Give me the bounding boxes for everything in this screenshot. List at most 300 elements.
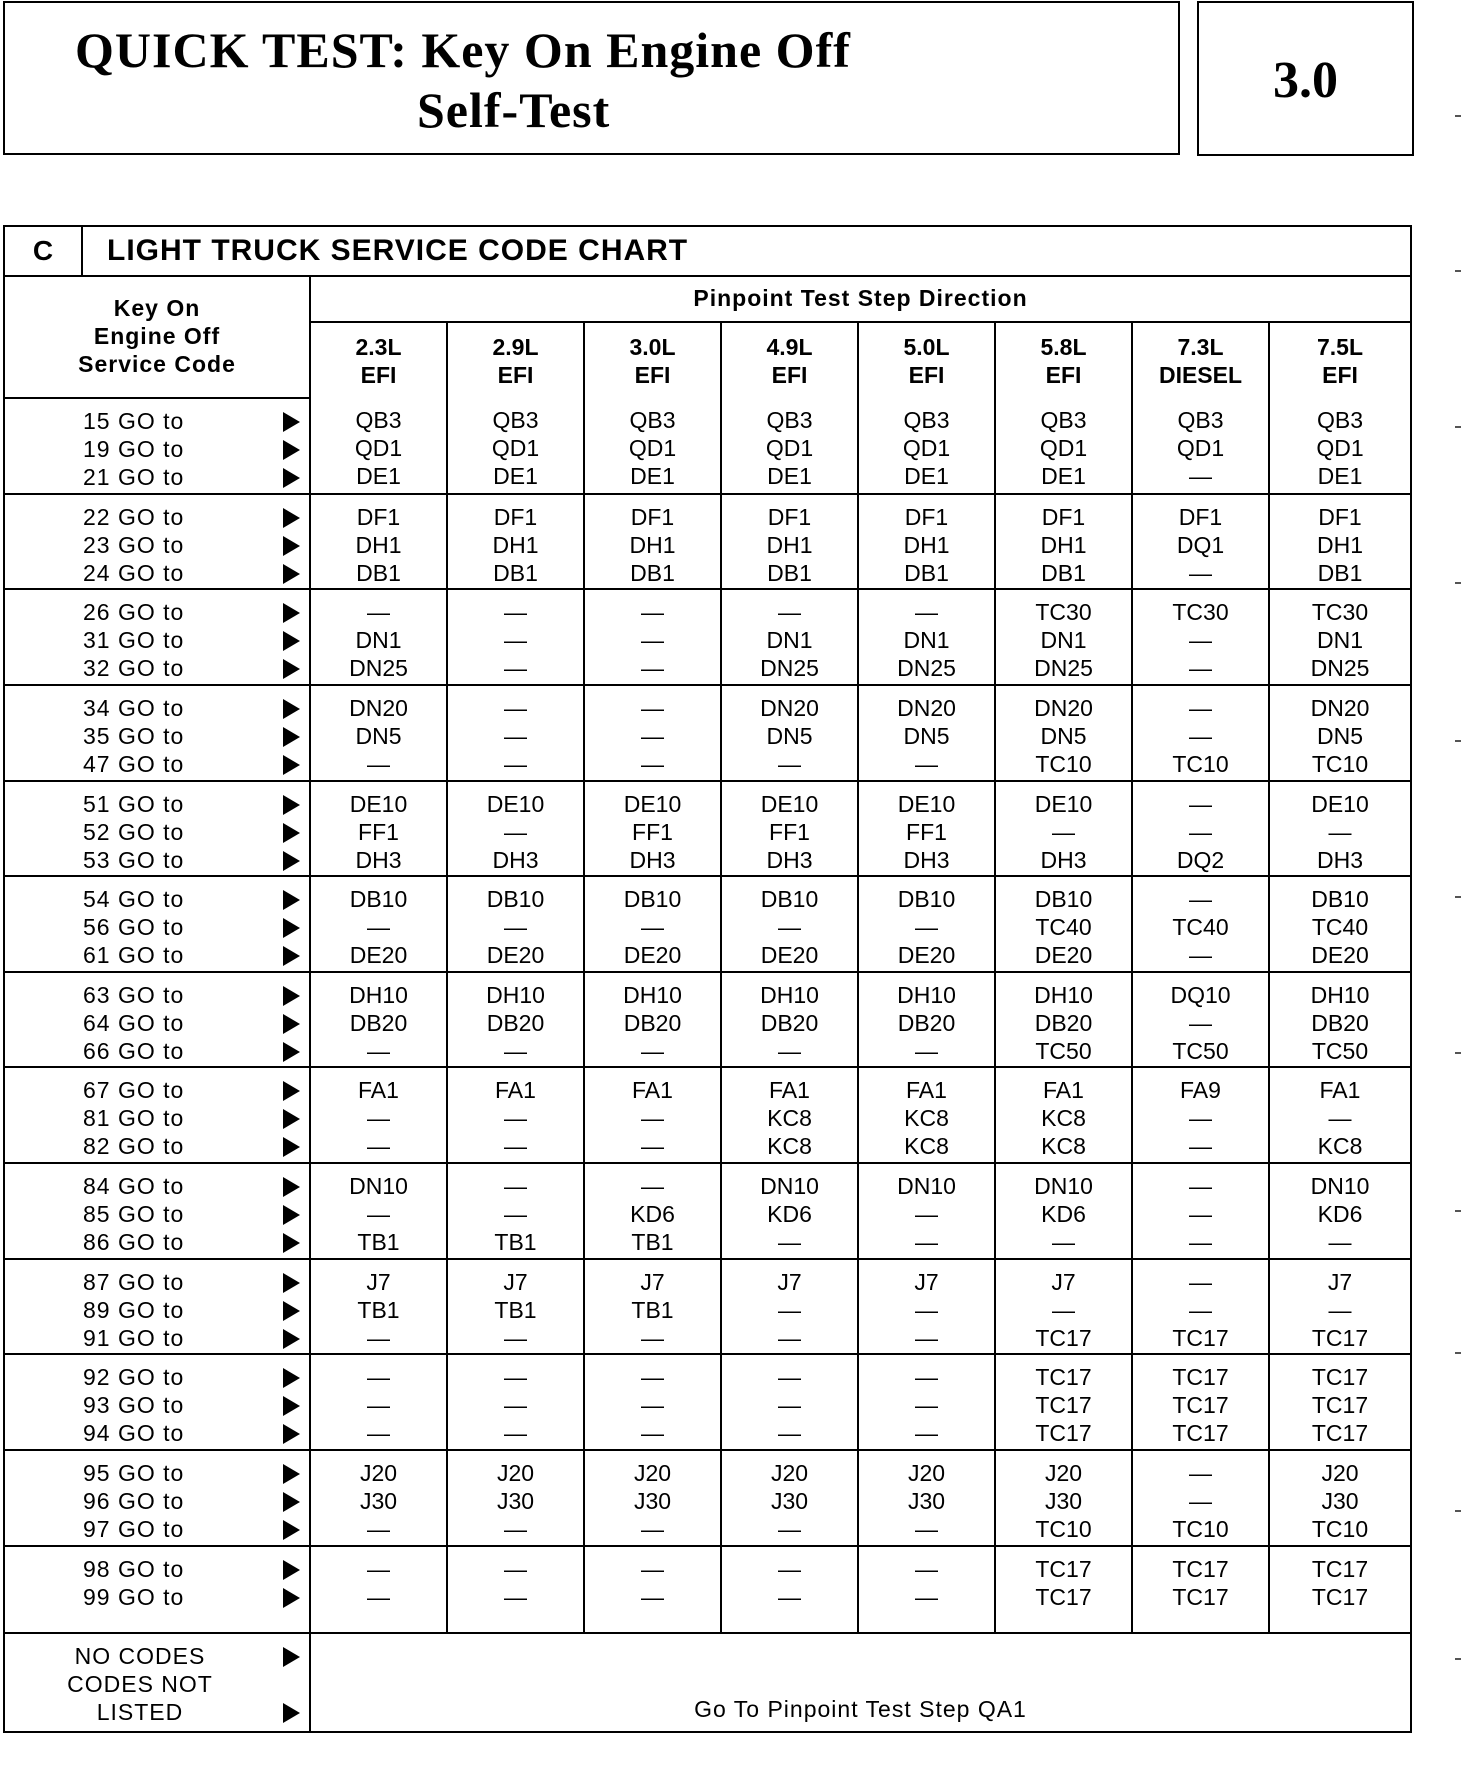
test-step: — [504,694,527,721]
service-code-cell [5,1259,310,1355]
service-code-cell [5,876,310,972]
service-code-line [5,790,309,818]
test-step-cell [584,972,721,1068]
service-code-line [5,1296,309,1324]
test-step: DB10 [349,886,408,913]
engine-type: EFI [1322,361,1358,388]
arrow-right-icon [283,564,300,584]
test-step-cell [1132,589,1269,685]
test-step-cell [447,1259,584,1355]
test-step-cell [995,1546,1132,1634]
arrow-right-icon [283,468,300,488]
test-step: — [778,1583,801,1610]
test-step: KC8 [767,1133,812,1160]
service-code: 23 GO to [83,531,185,558]
arrow-right-icon [283,795,300,815]
test-step: — [778,1392,801,1419]
test-step: — [915,1324,938,1351]
no-codes-line [5,1642,309,1670]
service-code: 52 GO to [83,818,185,845]
test-step-cell [858,494,995,590]
edge-tick [1455,115,1461,117]
arrow-right-icon [283,412,300,432]
test-step: KC8 [904,1133,949,1160]
code-group-row [5,1450,1410,1546]
test-step: DF1 [904,503,949,530]
test-step: DN10 [349,1173,408,1200]
test-step: — [1189,1105,1212,1132]
test-step: TC17 [1035,1392,1092,1419]
service-code-line [5,1132,309,1160]
service-code-line [5,941,309,969]
test-step-cell [858,1067,995,1163]
test-step: — [778,1037,801,1064]
no-codes-line [5,1698,309,1726]
test-step-cell [1269,1067,1410,1163]
test-step: QD1 [1176,435,1225,461]
test-step: DE10 [760,790,819,817]
test-step: — [778,1296,801,1323]
service-code-line [5,626,309,654]
service-code-line [5,722,309,750]
edge-tick [1455,1510,1461,1512]
service-code-cell [5,1067,310,1163]
test-step: TC17 [1172,1420,1229,1447]
test-step: TC40 [1172,914,1229,941]
test-step: — [778,1324,801,1351]
test-step: KD6 [767,1201,812,1228]
test-step: — [915,1420,938,1447]
service-code: 87 GO to [83,1268,185,1295]
code-group-row [5,398,1410,494]
arrow-right-icon [283,1301,300,1321]
test-step-cell [858,1546,995,1634]
service-code: 84 GO to [83,1173,185,1200]
service-code: 66 GO to [83,1037,185,1064]
test-step: DQ10 [1170,981,1231,1008]
service-code: 47 GO to [83,750,185,777]
test-step-cell [584,1259,721,1355]
test-step: J7 [503,1268,528,1295]
test-step: DH10 [1310,981,1370,1008]
test-step: TC17 [1311,1364,1369,1391]
test-step-cell [995,685,1132,781]
arrow-right-icon [283,699,300,719]
test-step: — [367,1555,390,1582]
test-step: — [641,1173,664,1200]
title-box [3,1,1180,155]
test-step: — [367,1037,390,1064]
test-step-cell [1269,1546,1410,1634]
test-step: J7 [1051,1268,1076,1295]
arrow-right-icon [283,440,300,460]
test-step: DN1 [766,627,813,654]
test-step: DB1 [767,559,812,586]
test-step: — [504,1583,527,1610]
test-step-cell [1132,1354,1269,1450]
test-step: — [1189,1133,1212,1160]
test-step: J20 [359,1460,398,1487]
test-step: — [641,1516,664,1543]
service-code-line [5,1228,309,1256]
test-step: — [641,1324,664,1351]
test-step-cell [447,876,584,972]
test-step: — [641,599,664,626]
arrow-right-icon [283,1396,300,1416]
test-step: — [367,1324,390,1351]
service-code: 56 GO to [83,914,185,941]
test-step: — [367,1201,390,1228]
test-step-cell [584,1163,721,1259]
arrow-right-icon [283,1329,300,1349]
no-codes-label: CODES NOT [67,1671,213,1698]
arrow-right-icon [283,946,300,966]
test-step: TB1 [494,1296,537,1323]
test-step: DH3 [355,846,402,873]
test-step: TB1 [631,1229,674,1256]
test-step: DH1 [629,531,676,558]
service-code-cell [5,1163,310,1259]
test-step-cell [858,972,995,1068]
test-step-cell [721,972,858,1068]
test-step: J30 [359,1488,398,1515]
test-step: TC10 [1172,750,1229,777]
test-step-cell [310,398,447,494]
test-step: — [778,750,801,777]
service-code: 15 GO to [83,408,185,434]
test-step-cell [1269,972,1410,1068]
test-step: FA1 [906,1077,947,1104]
arrow-right-icon [283,1109,300,1129]
test-step: DE10 [1034,790,1093,817]
test-step-cell [584,589,721,685]
test-step-cell [721,1546,858,1634]
test-step: DE20 [623,942,682,969]
arrow-right-icon [283,1137,300,1157]
service-code-line [5,1459,309,1487]
test-step: DB1 [493,559,538,586]
test-step: — [504,1037,527,1064]
test-step: — [1189,1296,1212,1323]
test-step: TC30 [1035,599,1092,626]
test-step: DB10 [1034,886,1093,913]
test-step: DH10 [623,981,682,1008]
code-group-row [5,1546,1410,1634]
arrow-right-icon [283,1560,300,1580]
engine-size: 4.9L [766,333,813,360]
test-step-cell [310,589,447,685]
test-step-cell [721,1450,858,1546]
arrow-right-icon [283,1424,300,1444]
test-step: DN25 [349,655,408,682]
test-step: DH1 [903,531,950,558]
test-step: TC17 [1172,1364,1229,1391]
chart-title: LIGHT TRUCK SERVICE CODE CHART [107,234,689,267]
test-step: — [504,1173,527,1200]
test-step-cell [584,1450,721,1546]
test-step: J30 [770,1488,809,1515]
test-step-cell [584,685,721,781]
test-step: J20 [633,1460,672,1487]
arrow-right-icon [283,1520,300,1540]
test-step: DH3 [1316,846,1363,873]
service-code: 93 GO to [83,1392,185,1419]
engine-header [584,322,721,398]
edge-tick [1455,1052,1461,1054]
service-code: 19 GO to [83,436,185,462]
test-step: — [915,1516,938,1543]
test-step: — [641,627,664,654]
code-group-row [5,876,1410,972]
test-step: DN5 [355,722,402,749]
test-step: — [1189,1488,1212,1515]
test-step-cell [1269,1163,1410,1259]
key-on-engine-off-header [5,275,310,398]
service-code-cell [5,1450,310,1546]
test-step: — [641,1364,664,1391]
test-step: — [778,914,801,941]
test-step: — [504,1133,527,1160]
test-step-cell [447,494,584,590]
test-step: DB1 [356,559,401,586]
test-step: — [915,1583,938,1610]
test-step-cell [995,1259,1132,1355]
test-step-cell [1269,1450,1410,1546]
test-step: DN25 [760,655,819,682]
test-step: — [1189,790,1212,817]
test-step: TC40 [1311,914,1369,941]
test-step-cell [447,589,584,685]
test-step-cell [721,685,858,781]
test-step: DB20 [760,1009,819,1036]
test-step: — [1328,1296,1352,1323]
test-step: DE1 [767,463,812,489]
test-step-cell [1269,1259,1410,1355]
service-code: 61 GO to [83,942,185,969]
service-code-line [5,1037,309,1065]
code-group-row [5,685,1410,781]
arrow-right-icon [283,631,300,651]
edge-tick [1455,270,1461,272]
test-step: TC10 [1311,750,1369,777]
test-step: QB3 [355,407,402,433]
test-step: TC50 [1311,1037,1369,1064]
test-step: — [641,1105,664,1132]
service-code-line [5,1583,309,1611]
service-code-line [5,1104,309,1132]
arrow-right-icon [283,1014,300,1034]
service-code: 64 GO to [83,1009,185,1036]
engine-type: EFI [360,361,397,388]
service-code: 98 GO to [83,1555,185,1582]
service-code-line [5,503,309,531]
test-step: FF1 [769,818,810,845]
test-step-cell [721,1163,858,1259]
test-step-cell [858,398,995,494]
test-step: QD1 [1039,435,1088,461]
no-codes-label: LISTED [96,1699,184,1726]
service-code: 26 GO to [83,599,185,626]
engine-header [447,322,584,398]
service-code: 51 GO to [83,790,185,817]
test-step: DN1 [903,627,950,654]
test-step-cell [310,1259,447,1355]
test-step: DE10 [486,790,545,817]
edge-tick [1455,1210,1461,1212]
test-step: TB1 [631,1296,674,1323]
service-code: 82 GO to [83,1133,185,1160]
service-code: 34 GO to [83,694,185,721]
test-step: — [1189,1460,1212,1487]
test-step-cell [1132,494,1269,590]
test-step-cell [310,972,447,1068]
arrow-right-icon [283,755,300,775]
test-step-cell [721,876,858,972]
test-step: QD1 [354,435,403,461]
test-step: TC30 [1311,599,1369,626]
service-code: 32 GO to [83,655,185,682]
test-step: FA1 [1043,1077,1084,1104]
test-step: J30 [1044,1488,1083,1515]
test-step: — [1189,655,1212,682]
page-title: QUICK TEST: Key On Engine Off [75,22,851,78]
test-step: DN1 [1040,627,1087,654]
test-step-cell [995,398,1132,494]
test-step: DH10 [897,981,956,1008]
test-step: DH3 [629,846,676,873]
test-step-cell [447,398,584,494]
test-step-cell [858,876,995,972]
test-step: — [504,599,527,626]
no-codes-line [5,1670,309,1698]
test-step: — [504,1420,527,1447]
test-step-cell [858,685,995,781]
test-step: TC17 [1311,1324,1369,1351]
test-step: — [641,1583,664,1610]
test-step-cell [995,494,1132,590]
engine-type: EFI [497,361,534,388]
test-step-cell [310,1163,447,1259]
test-step-cell [858,1259,995,1355]
test-step: — [367,1133,390,1160]
test-step: DB20 [349,1009,408,1036]
test-step: QB3 [1040,407,1087,433]
test-step: DH3 [766,846,813,873]
service-code-line [5,818,309,846]
arrow-right-icon [283,918,300,938]
test-step: TC10 [1035,750,1092,777]
test-step: — [1189,1173,1212,1200]
edge-tick [1455,740,1461,742]
test-step: DE20 [1034,942,1093,969]
service-code: 31 GO to [83,627,185,654]
service-code-line [5,1515,309,1543]
test-step-cell [1132,1163,1269,1259]
test-step: DB20 [1034,1009,1093,1036]
test-step: — [915,599,938,626]
test-step: — [1189,1229,1212,1256]
key-header-line: Engine Off [93,323,221,349]
test-step-cell [1132,972,1269,1068]
engine-size: 5.0L [903,333,950,360]
chart-header [5,227,1410,277]
test-step-cell [447,1067,584,1163]
test-step: FA1 [769,1077,810,1104]
service-code: 92 GO to [83,1364,185,1391]
test-step: DN10 [1034,1173,1093,1200]
service-code: 96 GO to [83,1488,185,1515]
test-step: — [641,655,664,682]
test-step: DH1 [1316,531,1363,558]
test-step: — [915,1364,938,1391]
test-step: DN20 [897,694,956,721]
test-step: DH10 [486,981,545,1008]
test-step: QB3 [1316,407,1364,433]
engine-size: 5.8L [1040,333,1087,360]
arrow-right-icon [283,1492,300,1512]
test-step: DN5 [1316,722,1363,749]
test-step: KC8 [1041,1105,1086,1132]
test-step: — [915,1555,938,1582]
test-step: DH1 [355,531,402,558]
test-step: J20 [496,1460,535,1487]
test-step: TC10 [1172,1516,1229,1543]
test-step: DN5 [766,722,813,749]
test-step: TB1 [494,1229,537,1256]
test-step-cell [995,781,1132,877]
test-step: DE10 [897,790,956,817]
service-code: 35 GO to [83,722,185,749]
test-step: J30 [907,1488,946,1515]
no-codes-direction: Go To Pinpoint Test Step QA1 [310,1633,1410,1731]
test-step: DE20 [897,942,956,969]
test-step: DE1 [356,463,401,489]
arrow-right-icon [283,851,300,871]
arrow-right-icon [283,1273,300,1293]
test-step: DE1 [904,463,949,489]
test-step: FA1 [1319,1077,1361,1104]
test-step: TC17 [1035,1555,1092,1582]
service-code-line [5,1009,309,1037]
test-step: TC17 [1172,1392,1229,1419]
test-step-cell [310,685,447,781]
test-step: TC17 [1311,1583,1369,1610]
test-step: J7 [777,1268,802,1295]
test-step-cell [447,781,584,877]
test-step: DN10 [1310,1173,1370,1200]
test-step: — [504,1392,527,1419]
test-step: DN1 [355,627,402,654]
test-step: — [641,1133,664,1160]
test-step: DB20 [897,1009,956,1036]
edge-tick [1455,426,1461,428]
test-step: QB3 [766,407,813,433]
test-step: TC17 [1172,1555,1229,1582]
edge-tick [1455,582,1461,584]
service-code-cell [5,972,310,1068]
test-step: TC40 [1035,914,1092,941]
test-step: — [641,1037,664,1064]
test-step: QB3 [903,407,950,433]
test-step-cell [1132,781,1269,877]
test-step: J7 [366,1268,391,1295]
arrow-right-icon [283,823,300,843]
key-header-line: Key On [113,295,201,321]
code-group-row [5,589,1410,685]
test-step: QD1 [1316,435,1364,461]
test-step: DB10 [760,886,819,913]
test-step: FA1 [632,1077,673,1104]
